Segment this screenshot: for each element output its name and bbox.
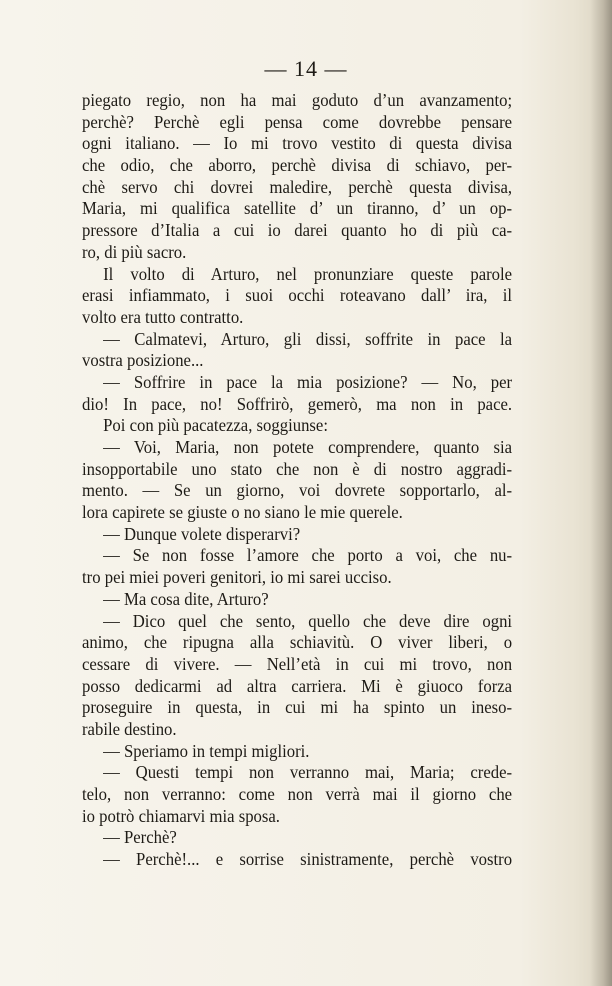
text-line: lora capirete se giuste o no siano le mie querele. [82,502,403,523]
text-line: chè servo chi dovrei maledire, perchè questa divisa, [82,176,513,197]
page-number: — 14 — [264,56,348,81]
text-line: — Dico quel che sento, quello che deve dire ogni [103,610,513,631]
text-line: ro, di più sacro. [82,241,187,262]
text-line: — Perchè? [103,827,177,848]
text-line: — Perchè!... e sorrise sinistramente, perchè vostro [103,849,513,870]
text-line: — Se non fosse l’amore che porto a voi, che nu- [103,545,513,566]
text-line: Il volto di Arturo, nel pronunziare queste parole [103,263,513,284]
text-line: — Ma cosa dite, Arturo? [103,588,269,609]
text-line: Maria, mi qualifica satellite d’ un tiranno, d’ un op- [82,198,513,219]
text-line: tro pei miei poveri genitori, io mi sarei ucciso. [82,567,392,588]
text-line: proseguire in questa, in cui mi ha spinto un ineso- [82,697,513,718]
text-line: — Speriamo in tempi migliori. [103,740,310,761]
text-line: animo, che ripugna alla schiavitù. O viver liberi, o [82,632,513,653]
body-text [82,90,530,871]
page-edge-shadow [590,0,612,986]
text-line: dio! In pace, no! Soffrirò, gemerò, ma non in pace. [82,393,513,414]
text-line: telo, non verranno: come non verrà mai il giorno che [82,784,513,804]
text-line: — Calmatevi, Arturo, gli dissi, soffrite in pace la [103,328,513,349]
text-line: Poi con più pacatezza, soggiunse: [103,415,328,436]
text-line: mento. — Se un giorno, voi dovrete sopportarlo, al- [82,480,513,501]
text-line: che odio, che aborro, perchè divisa di schiavo, per- [82,155,513,176]
text-line: — Questi tempi non verranno mai, Maria; crede- [103,762,513,783]
text-line: pressore d’Italia a cui io darei quanto ho di più ca- [82,220,513,241]
text-line: — Voi, Maria, non potete comprendere, quanto sia [103,437,513,457]
text-line: piegato regio, non ha mai goduto d’un avanzamento; [82,90,513,110]
text-line: posso dedicarmi ad altra carriera. Mi è giuoco forza [82,675,513,696]
text-line: ogni italiano. — Io mi trovo vestito di questa divisa [82,133,513,154]
text-line: perchè? Perchè egli pensa come dovrebbe pensare [82,111,513,132]
text-line: vostra posizione... [82,350,204,371]
text-line: insopportabile uno stato che non è di nostro aggradi- [82,458,513,479]
text-line: — Dunque volete disperarvi? [103,523,301,544]
text-line: io potrò chiamarvi mia sposa. [82,805,280,826]
text-line: volto era tutto contratto. [82,306,244,327]
text-line: erasi infiammato, i suoi occhi roteavano dall’ ira, il [82,285,513,306]
text-line: rabile destino. [82,718,177,739]
text-line: — Soffrire in pace la mia posizione? — No, per [103,371,513,392]
text-line: cessare di vivere. — Nell’età in cui mi trovo, non [82,653,513,674]
